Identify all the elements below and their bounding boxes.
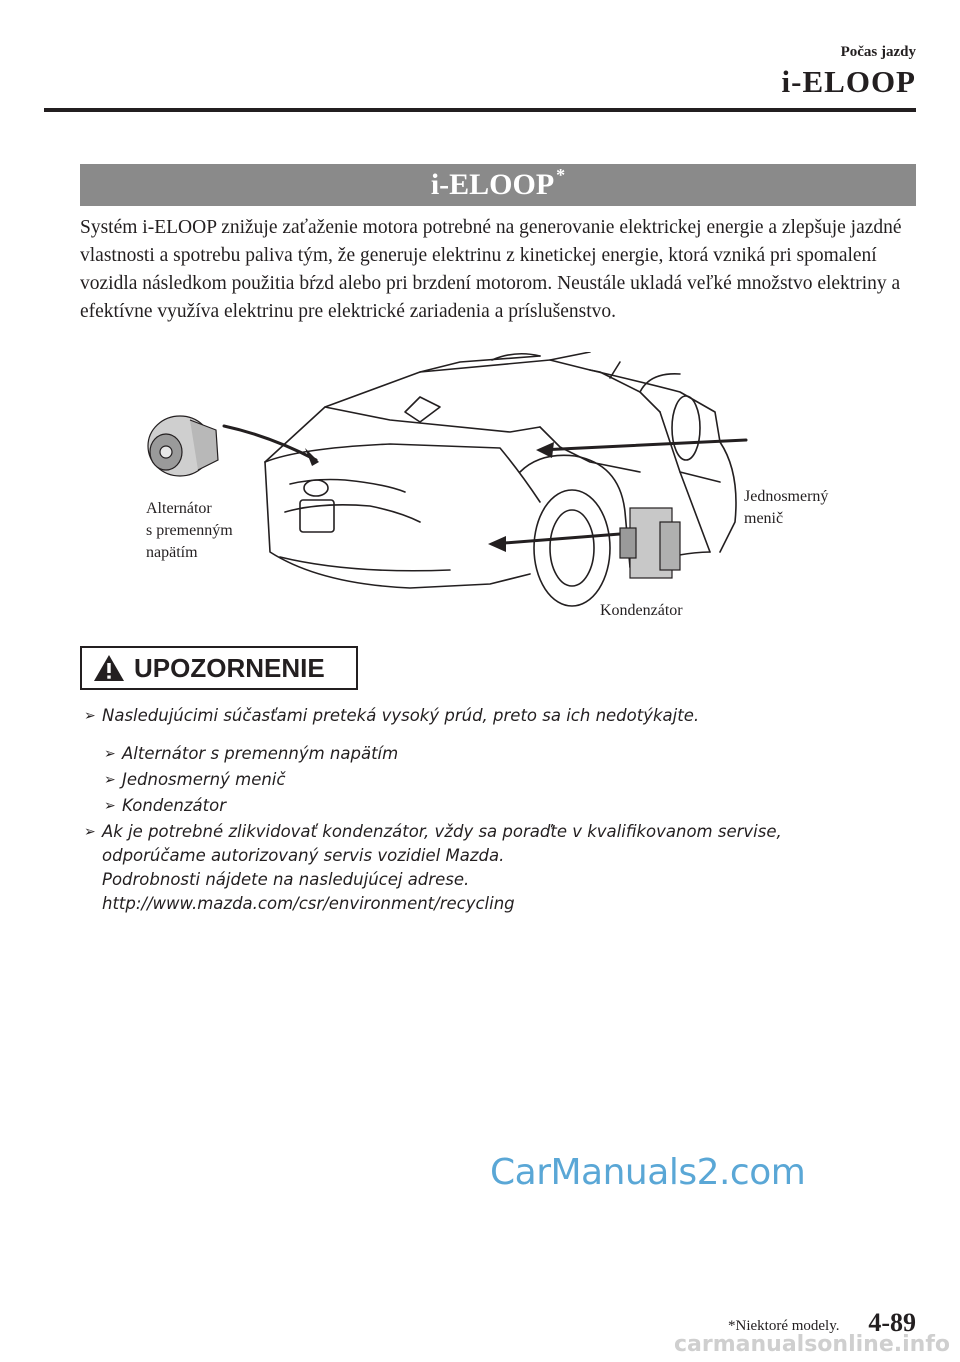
caution-notes	[84, 704, 914, 924]
arrow-bullet-icon: ➢	[104, 798, 116, 814]
watermark: CarManuals2.com	[490, 1152, 806, 1193]
header-rule	[44, 108, 916, 112]
source-watermark: carmanualsonline.info	[674, 1332, 950, 1357]
disposal-text: Ak je potrebné zlikvidovať kondenzátor, vždy sa poraďte v kvalifikovanom servise, odporúčame autorizovaný servis vozidiel Mazda. Podrobnosti nájdete na nasledujúcej adrese. http://www.mazda.com/csr/environment/recycling	[102, 820, 782, 916]
caution-label: UPOZORNENIE	[134, 652, 325, 683]
footnote: *Niektoré modely.	[728, 1318, 840, 1334]
section-title: i-ELOOP	[781, 64, 916, 99]
list-item: ➢ Kondenzátor	[104, 794, 914, 818]
page-number: 4-89	[868, 1308, 916, 1337]
label-capacitor: Kondenzátor	[600, 602, 683, 619]
list-item: ➢ Nasledujúcimi súčasťami preteká vysoký prúd, preto sa ich nedotýkajte.	[84, 704, 914, 728]
list-item	[84, 820, 914, 916]
arrow-bullet-icon: ➢	[84, 708, 96, 724]
list-item: ➢ Jednosmerný menič	[104, 768, 914, 792]
intro-paragraph: Systém i-ELOOP znižuje zaťaženie motora potrebné na generovanie elektrickej energie a zlepšuje jazdné vlastnosti a spotrebu paliva tým, že generuje elektrinu z kinetickej energie, ktorá vzniká pri spomalení vozidla následkom použitia bŕzd alebo pri brzdení motorom. Neustále ukladá veľké množstvo elektriny a efektívne využíva elektrinu pre elektrické zariadenia a príslušenstvo.	[80, 217, 902, 322]
recycling-link[interactable]: http://www.mazda.com/csr/environment/recycling	[102, 894, 515, 913]
capacitor-part	[620, 508, 680, 578]
car-illustration	[120, 352, 760, 626]
label-alternator: Alternátor s premenným napätím	[146, 500, 233, 561]
arrow-bullet-icon: ➢	[104, 772, 116, 788]
warning-triangle-icon	[92, 653, 126, 683]
page-title: i-ELOOP	[430, 168, 555, 201]
asterisk-marker: *	[556, 165, 566, 185]
caution-box	[80, 646, 358, 690]
arrow-bullet-icon: ➢	[104, 746, 116, 762]
page-title-bar	[80, 164, 916, 206]
arrow-bullet-icon: ➢	[84, 824, 96, 840]
list-item: ➢ Alternátor s premenným napätím	[104, 742, 914, 766]
alternator-part	[148, 416, 218, 476]
label-dc-converter: Jednosmerný menič	[744, 488, 829, 527]
chapter-title: Počas jazdy	[840, 44, 916, 60]
